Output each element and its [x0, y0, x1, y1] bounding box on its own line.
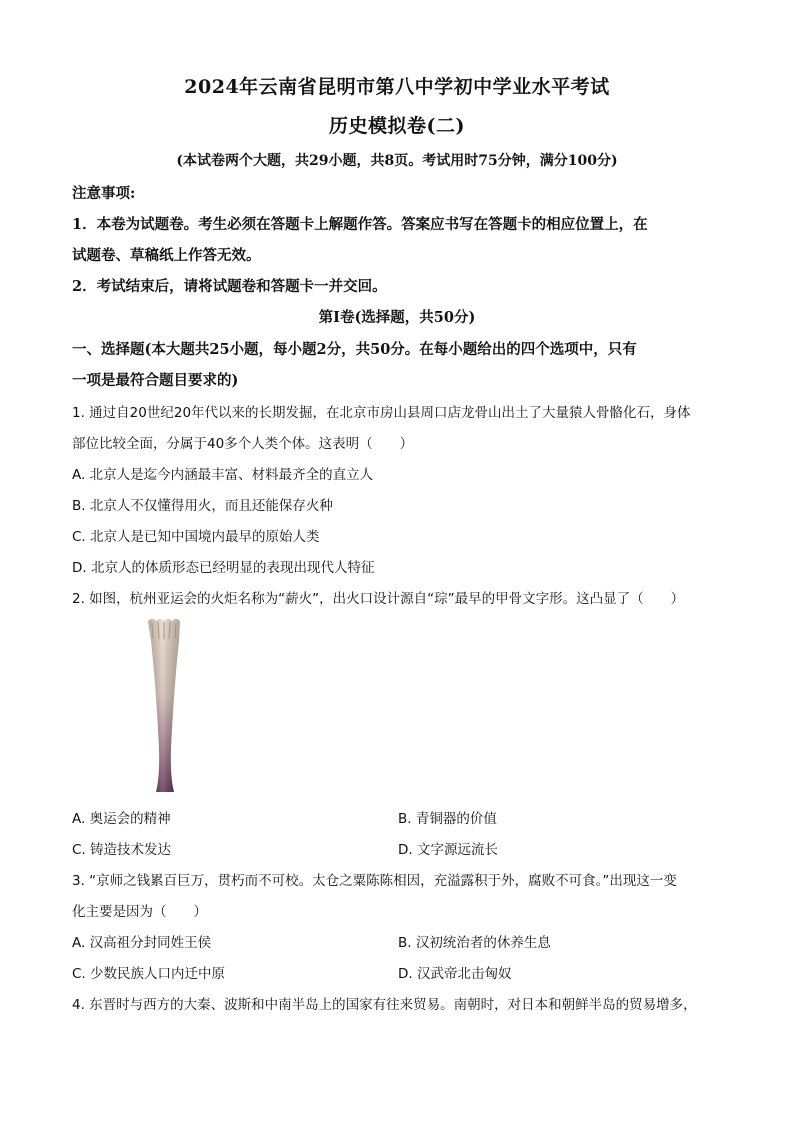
- exam-title: 2024年云南省昆明市第八中学初中学业水平考试: [184, 76, 610, 98]
- question-1-stem-line-1: 1. 通过自20世纪20年代以来的长期发掘，在北京市房山县周口店龙骨山出土了大量猿人骨骼化石，身体: [72, 405, 691, 421]
- question-3-option-c: C. 少数民族人口内迁中原: [72, 966, 226, 982]
- part-1-title: 第Ⅰ卷(选择题，共50分): [318, 309, 476, 326]
- question-1-option-b: B. 北京人不仅懂得用火，而且还能保存火种: [72, 498, 333, 514]
- question-1-option-d: D. 北京人的体质形态已经明显的表现出现代人特征: [72, 560, 375, 576]
- question-2-option-a: A. 奥运会的精神: [72, 811, 171, 827]
- exam-subtitle: 历史模拟卷(二): [329, 115, 465, 137]
- question-3-option-b: B. 汉初统治者的休养生息: [398, 935, 551, 951]
- question-3-stem-line-1: 3. “京师之钱累百巨万，贯朽而不可校。太仓之粟陈陈相因，充溢露积于外，腐败不可食。”出现这一变: [72, 873, 677, 889]
- question-1-stem-line-2: 部位比较全面，分属于40多个人类个体。这表明（ ）: [72, 436, 414, 452]
- notice-item-1-line-2: 试题卷、草稿纸上作答无效。: [72, 247, 261, 264]
- notice-heading: 注意事项:: [72, 185, 136, 202]
- question-2-stem-line-1: 2. 如图，杭州亚运会的火炬名称为“薪火”，出火口设计源自“琮”最早的甲骨文字形。这凸显了（ ）: [72, 591, 685, 607]
- question-3-option-d: D. 汉武帝北击匈奴: [398, 966, 512, 982]
- question-2-option-c: C. 铸造技术发达: [72, 842, 172, 858]
- notice-item-2: 2．考试结束后，请将试题卷和答题卡一并交回。: [72, 278, 387, 295]
- torch-image: [140, 617, 190, 795]
- question-4-stem-line-1: 4. 东晋时与西方的大秦、波斯和中南半岛上的国家有往来贸易。南朝时，对日本和朝鲜半岛的贸易增多，: [72, 997, 697, 1013]
- torch-icon: [140, 617, 190, 795]
- question-2-option-d: D. 文字源远流长: [398, 842, 498, 858]
- section-heading-line-1: 一、选择题(本大题共25小题，每小题2分，共50分。在每小题给出的四个选项中，只有: [72, 341, 637, 358]
- section-heading-line-2: 一项是最符合题目要求的): [72, 372, 239, 389]
- question-3-option-a: A. 汉高祖分封同姓王侯: [72, 935, 212, 951]
- notice-item-1-line-1: 1．本卷为试题卷。考生必须在答题卡上解题作答。答案应书写在答题卡的相应位置上，在: [72, 216, 648, 233]
- question-2-option-b: B. 青铜器的价值: [398, 811, 497, 827]
- question-1-option-c: C. 北京人是已知中国境内最早的原始人类: [72, 529, 320, 545]
- exam-info: (本试卷两个大题，共29小题，共8页。考试用时75分钟，满分100分): [176, 153, 618, 169]
- question-3-stem-line-2: 化主要是因为（ ）: [72, 904, 207, 920]
- question-1-option-a: A. 北京人是迄今内涵最丰富、材料最齐全的直立人: [72, 467, 374, 483]
